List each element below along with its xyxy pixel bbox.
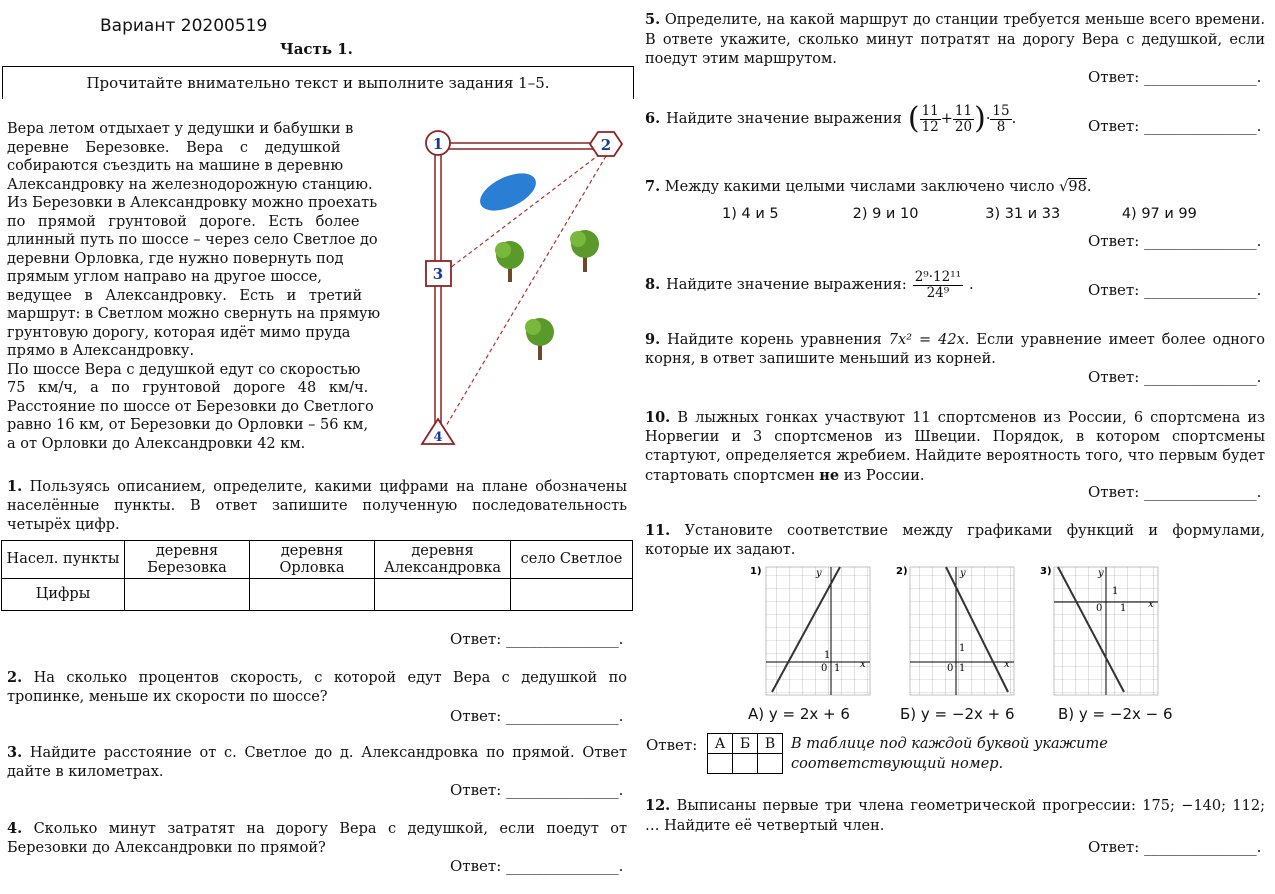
- answer-label: Ответ:: [1088, 232, 1140, 250]
- answer-cell[interactable]: [758, 754, 783, 774]
- q1-table: [1, 540, 633, 611]
- question-text: Пользуясь описанием, определите, какими цифрами на плане обозначены населённые пункты. В ответ запишите полученную последовательность четырёх цифр.: [7, 479, 627, 533]
- answer-line-6: [1088, 117, 1261, 135]
- tick-label: 1: [824, 650, 831, 661]
- fraction-numerator: 2⁹·12¹¹: [914, 269, 962, 285]
- answer-line-10: [1088, 483, 1261, 501]
- story-text: [7, 120, 407, 453]
- question-text: Найдите расстояние от с. Светлое до д. Александровка по прямой. Ответ дайте в километрах.: [7, 745, 627, 780]
- y-axis-label: y: [816, 568, 822, 579]
- q11-graphs: [750, 562, 1170, 702]
- question-text: . Если уравнение имеет более одного корня, в ответ запишите меньший из корней.: [645, 332, 1265, 367]
- answer-line-4: [450, 857, 623, 875]
- answer-label: Ответ:: [450, 857, 502, 875]
- graph-3: [1040, 566, 1158, 695]
- story-line: а от Орловки до Александровки 42 км.: [7, 435, 306, 452]
- tick-label: 1: [959, 643, 966, 654]
- story-line: равно 16 км, от Березовки до Орловки – 56 км,: [7, 417, 369, 433]
- answer-label: Ответ:: [450, 707, 502, 725]
- table-header: деревня Березовка: [125, 541, 250, 579]
- q11-note: В таблице под каждой буквой укажите соответствующий номер.: [791, 736, 1108, 772]
- option[interactable]: 4) 97 и 99: [1121, 206, 1197, 222]
- story-line: деревне Березовке. Вера с дедушкой: [7, 139, 341, 156]
- origin-label: 0: [1096, 603, 1103, 614]
- story-line: ведущее в Александровку. Есть и третий: [7, 287, 363, 304]
- answer-letter: А: [708, 734, 733, 754]
- table-header: деревня Александровка: [375, 541, 511, 579]
- answer-blank[interactable]: _______________.: [1144, 117, 1262, 135]
- fraction-numerator: 11: [954, 103, 973, 119]
- story-line: по прямой грунтовой дороге. Есть более: [7, 213, 360, 230]
- question-number: 4.: [7, 820, 23, 837]
- answer-blank[interactable]: _______________.: [506, 781, 624, 799]
- x-axis-label: x: [1004, 659, 1010, 670]
- fraction-denominator: 8: [996, 119, 1006, 135]
- x-axis-label: x: [860, 659, 866, 670]
- question-text: Найдите значение выражения:: [666, 277, 907, 294]
- question-12: [645, 796, 1265, 836]
- answer-line-5: [1088, 68, 1261, 86]
- graph-1: [750, 566, 870, 695]
- radicand: 98: [1068, 179, 1087, 195]
- story-line: Расстояние по шоссе от Березовки до Светлого: [7, 398, 374, 415]
- question-text: Найдите значение выражения: [666, 111, 902, 128]
- question-number: 7.: [645, 178, 661, 195]
- story-line: 75 км/ч, а по грунтовой дороге 48 км/ч.: [7, 380, 369, 396]
- fraction-denominator: 24⁹: [926, 285, 950, 301]
- fraction-numerator: 15: [992, 103, 1010, 119]
- story-line: деревни Орловка, где нужно повернуть под: [7, 250, 344, 267]
- instruction-box: Прочитайте внимательно текст и выполните задания 1–5.: [2, 66, 634, 99]
- fraction-denominator: 12: [921, 119, 939, 135]
- answer-letter: В: [758, 734, 783, 754]
- question-8: 8. Найдите значение выражения: $\frac{\text{2⁹·12¹¹}}{\text{24⁹}}$ .: [645, 269, 974, 301]
- q11-formula-a: А) y = 2x + 6: [748, 705, 850, 723]
- option[interactable]: 2) 9 и 10: [852, 206, 919, 222]
- answer-cell[interactable]: [511, 579, 633, 611]
- part-title: Часть 1.: [280, 40, 353, 58]
- table-header: деревня Орловка: [250, 541, 375, 579]
- question-2: [7, 668, 627, 707]
- answer-label: Ответ:: [450, 781, 502, 799]
- answer-label: Ответ:: [450, 630, 502, 648]
- pond: [474, 166, 541, 219]
- answer-label: Ответ:: [1088, 117, 1140, 135]
- y-axis-label: y: [1098, 568, 1104, 579]
- question-text: Определите, на какой маршрут до станции требуется меньше всего времени. В ответе укажите, сколько минут потратят на дорогу Вера с дедушкой, если поедут этим маршрутом.: [645, 12, 1266, 67]
- graph-label: 3): [1040, 566, 1052, 577]
- fraction-numerator: 11: [921, 103, 939, 119]
- question-number: 1.: [7, 478, 23, 495]
- y-axis-label: y: [960, 568, 966, 579]
- story-line: грунтовую дорогу, которая идёт мимо пруда: [7, 324, 351, 341]
- story-line: собираются съездить на машине в деревню: [7, 158, 344, 174]
- answer-letter: Б: [733, 734, 758, 754]
- answer-blank[interactable]: _______________.: [1144, 838, 1262, 856]
- story-line: По шоссе Вера с дедушкой едут со скоростью: [7, 361, 361, 378]
- story-line: маршрут: в Светлом можно свернуть на прямую: [7, 306, 381, 322]
- answer-line-3: [450, 781, 623, 799]
- question-4: [7, 819, 627, 858]
- question-text: Сколько минут затратят на дорогу Вера с дедушкой, если поедут от Березовки до Александровки по прямой?: [7, 821, 628, 856]
- story-line: прямо в Александровку.: [7, 343, 195, 359]
- answer-label: Ответ:: [1088, 483, 1140, 501]
- origin-label: 0: [947, 663, 954, 674]
- question-number: 10.: [645, 409, 671, 426]
- answer-cell[interactable]: [125, 579, 250, 611]
- story-line: длинный путь по шоссе – через село Светлое до: [7, 232, 378, 248]
- q11-answer-label: Ответ:: [646, 736, 698, 754]
- question-number: 11.: [645, 522, 671, 539]
- question-3: [7, 743, 627, 782]
- table-header: Насел. пункты: [2, 541, 125, 579]
- sqrt-expression: √98.: [1059, 179, 1092, 195]
- answer-line-9: [1088, 368, 1261, 386]
- graph-label: 1): [750, 566, 762, 577]
- answer-cell[interactable]: [375, 579, 511, 611]
- question-text: В лыжных гонках участвуют 11 спортсменов из России, 6 спортсмена из Норвегии и 3 спортсменов из Швеции. Порядок, в котором спортсмены стартуют, определяется жребием. Найдите вероятность того, что первым будет стартовать спортсмен: [645, 410, 1266, 484]
- equation: 7x² = 42x: [888, 332, 965, 348]
- tree-icon: [525, 318, 554, 360]
- tick-label: 1: [1120, 603, 1127, 614]
- answer-line-2: [450, 707, 623, 725]
- question-number: 3.: [7, 744, 23, 761]
- q11-answer-table: [707, 733, 783, 774]
- question-number: 12.: [645, 797, 671, 814]
- question-number: 8.: [645, 276, 661, 294]
- q11-formula-b: Б) y = −2x + 6: [900, 705, 1015, 723]
- answer-label: Ответ:: [1088, 368, 1140, 386]
- answer-blank[interactable]: _______________.: [1144, 368, 1262, 386]
- table-row-label: Цифры: [2, 579, 125, 611]
- answer-cell[interactable]: [733, 754, 758, 774]
- answer-blank[interactable]: _______________.: [1144, 483, 1262, 501]
- answer-label: Ответ:: [1088, 68, 1140, 86]
- story-line: Александровку на железнодорожную станцию.: [7, 176, 373, 193]
- answer-label: Ответ:: [1088, 281, 1140, 299]
- answer-line-7: [1088, 232, 1261, 250]
- tick-label: 1: [834, 663, 841, 674]
- variant-label: Вариант 20200519: [100, 16, 268, 36]
- graph-label: 2): [896, 566, 908, 577]
- tick-label: 1: [1112, 586, 1119, 597]
- fraction-denominator: 20: [954, 119, 973, 135]
- story-line: Вера летом отдыхает у дедушки и бабушки в: [7, 121, 354, 137]
- q11-formula-c: В) y = −2x − 6: [1058, 705, 1173, 723]
- answer-blank[interactable]: _______________.: [506, 857, 624, 875]
- graph-2: [896, 566, 1014, 695]
- answer-blank[interactable]: _______________.: [1144, 281, 1262, 299]
- answer-blank[interactable]: _______________.: [506, 630, 624, 648]
- question-text: из России.: [843, 468, 925, 484]
- question-9: [645, 330, 1265, 369]
- answer-line-8: [1088, 281, 1261, 299]
- question-11: [645, 521, 1265, 560]
- tree-icon: [495, 241, 524, 282]
- option[interactable]: 1) 4 и 5: [722, 206, 779, 222]
- question-number: 2.: [7, 669, 23, 686]
- answer-blank[interactable]: _______________.: [1144, 232, 1262, 250]
- question-6: [645, 101, 1017, 137]
- answer-cell[interactable]: [250, 579, 375, 611]
- answer-blank[interactable]: _______________.: [506, 707, 624, 725]
- x-axis-label: x: [1148, 599, 1154, 610]
- question-text-bold: не: [819, 467, 840, 484]
- point-1-label: 1: [432, 135, 444, 153]
- q7-options: [722, 206, 1197, 222]
- point-4-label: 4: [433, 430, 443, 445]
- option[interactable]: 3) 31 и 33: [985, 206, 1061, 222]
- question-7: [645, 178, 1091, 197]
- q8-fraction: [913, 270, 963, 301]
- question-1: [7, 477, 627, 535]
- answer-line-1: [450, 630, 623, 648]
- story-line: прямым углом направо на другое шоссе,: [7, 269, 322, 285]
- question-number: 6.: [645, 110, 661, 128]
- question-text: На сколько процентов скорость, с которой едут Вера с дедушкой по тропинке, меньше их скорости по шоссе?: [7, 670, 627, 705]
- point-2-label: 2: [600, 136, 612, 154]
- question-number: 5.: [645, 11, 661, 28]
- route-map: [410, 120, 635, 450]
- answer-blank[interactable]: _______________.: [1144, 68, 1262, 86]
- question-text: Между какими целыми числами заключено число: [664, 179, 1055, 195]
- question-10: [645, 408, 1265, 486]
- question-text: Найдите корень уравнения: [667, 332, 882, 348]
- question-text: Установите соответствие между графиками функций и формулами, которые их задают.: [645, 523, 1265, 558]
- question-text: Выписаны первые три члена геометрической прогрессии: 175; −140; 112; … Найдите её четвертый член.: [645, 798, 1265, 834]
- question-5: [645, 10, 1265, 70]
- q6-expression: ( $\frac{11}{12}$ + $\frac{11}{20}$ ) · $\frac{15}{8}$ .: [907, 101, 1017, 137]
- tree-icon: [570, 230, 599, 272]
- point-3-label: 3: [432, 265, 444, 283]
- answer-cell[interactable]: [708, 754, 733, 774]
- tick-label: 1: [959, 663, 966, 674]
- answer-label: Ответ:: [1088, 838, 1140, 856]
- answer-line-12: [1088, 838, 1261, 856]
- question-number: 9.: [645, 331, 661, 348]
- origin-label: 0: [821, 663, 828, 674]
- table-header: село Светлое: [511, 541, 633, 579]
- story-line: Из Березовки в Александровку можно проехать: [7, 195, 378, 211]
